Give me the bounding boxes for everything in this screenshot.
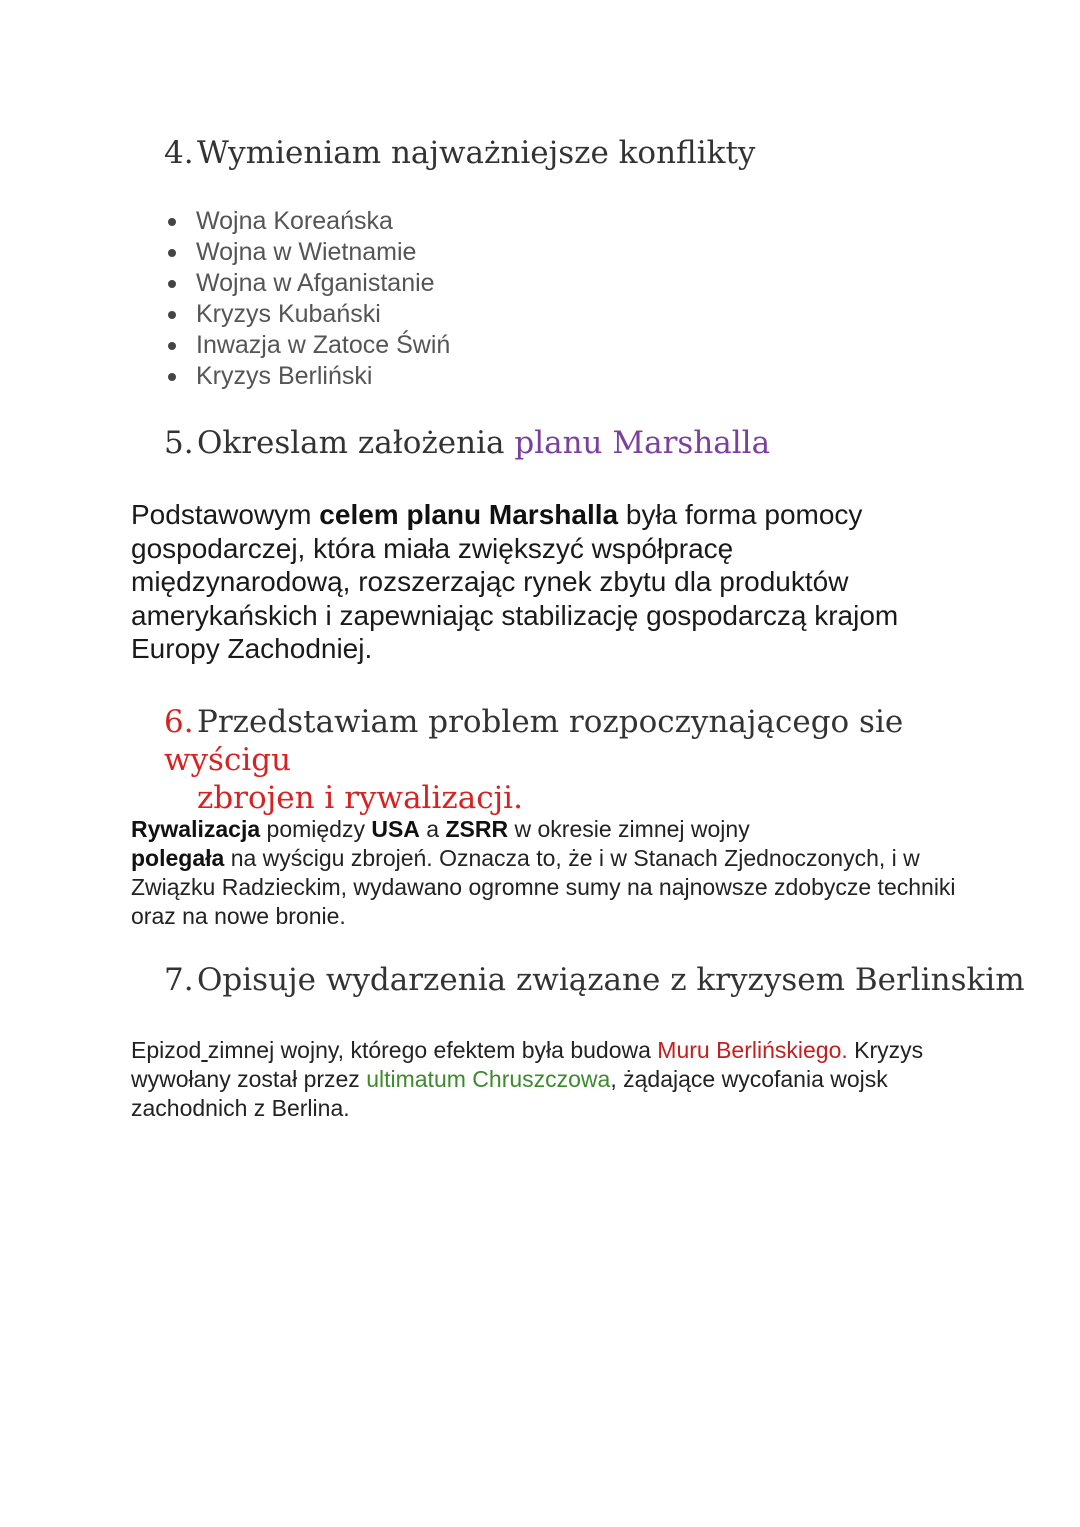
heading-number: 5. <box>164 425 194 461</box>
heading-section-6 <box>164 703 954 817</box>
marshall-plan-paragraph <box>131 498 941 666</box>
list-item: Wojna w Wietnamie <box>166 237 450 268</box>
highlight-run: ultimatum Chruszczowa <box>366 1066 611 1092</box>
bold-run: Rywalizacja <box>131 816 261 842</box>
list-item: Kryzys Kubański <box>166 299 450 330</box>
heading-number: 4. <box>164 135 194 171</box>
conflicts-list <box>166 206 450 392</box>
text-run: Berlina. <box>271 1095 350 1121</box>
text-run: na wyścigu zbrojeń. Oznacza to, że i w Stanach Zjednoczonych, i w Związku Radzieckim, wydawano ogromne sumy na najnowsze zdobycze techniki oraz na nowe bronie. <box>131 845 956 929</box>
heading-highlight: wyścigu <box>164 742 292 778</box>
heading-highlight-continued: zbrojen i rywalizacji. <box>197 780 523 816</box>
highlight-run: Muru Berlińskiego. <box>657 1037 848 1063</box>
text-run: Podstawowym <box>131 499 320 530</box>
list-item: Inwazja w Zatoce Świń <box>166 330 450 361</box>
heading-highlight: planu Marshalla <box>514 425 771 461</box>
heading-number: 6. <box>164 704 194 740</box>
heading-section-5 <box>164 424 770 462</box>
list-item: Wojna Koreańska <box>166 206 450 237</box>
bold-run: ZSRR <box>445 816 509 842</box>
list-item: Wojna w Afganistanie <box>166 268 450 299</box>
heading-text: Przedstawiam problem rozpoczynającego sie <box>197 704 904 740</box>
heading-text: Okreslam założenia <box>197 425 515 461</box>
bold-run: celem planu Marshalla <box>319 499 619 530</box>
text-run: a <box>419 816 446 842</box>
heading-text: Opisuje wydarzenia związane z kryzysem Berlinskim <box>197 962 1025 998</box>
text-run: była forma pomocy gospodarczej, która miała zwiększyć współpracę międzynarodową, rozszerzając rynek zbytu dla produktów amerykańskich i zapewniając stabilizację gospodarczą krajom Europy Zachodniej. <box>131 499 899 664</box>
text-run: pomiędzy <box>260 816 372 842</box>
arms-race-paragraph-continued <box>131 844 961 931</box>
bold-run: polegała <box>131 845 225 871</box>
berlin-crisis-paragraph <box>131 1036 951 1123</box>
arms-race-paragraph <box>131 815 771 844</box>
text-run: w okresie zimnej wojny <box>508 816 750 842</box>
text-run: , żądające wycofania wojsk zachodnich z <box>131 1066 888 1121</box>
text-run: Kryzys wywołany został przez <box>131 1037 924 1092</box>
text-run: zimnej wojny, którego efektem była budowa <box>207 1037 658 1063</box>
list-item: Kryzys Berliński <box>166 361 450 392</box>
heading-section-7 <box>164 961 1025 999</box>
bold-run: USA <box>371 816 420 842</box>
heading-number: 7. <box>164 962 194 998</box>
heading-text: Wymieniam najważniejsze konflikty <box>197 135 756 171</box>
heading-section-4 <box>164 134 755 172</box>
text-run: Epizod <box>131 1037 202 1063</box>
